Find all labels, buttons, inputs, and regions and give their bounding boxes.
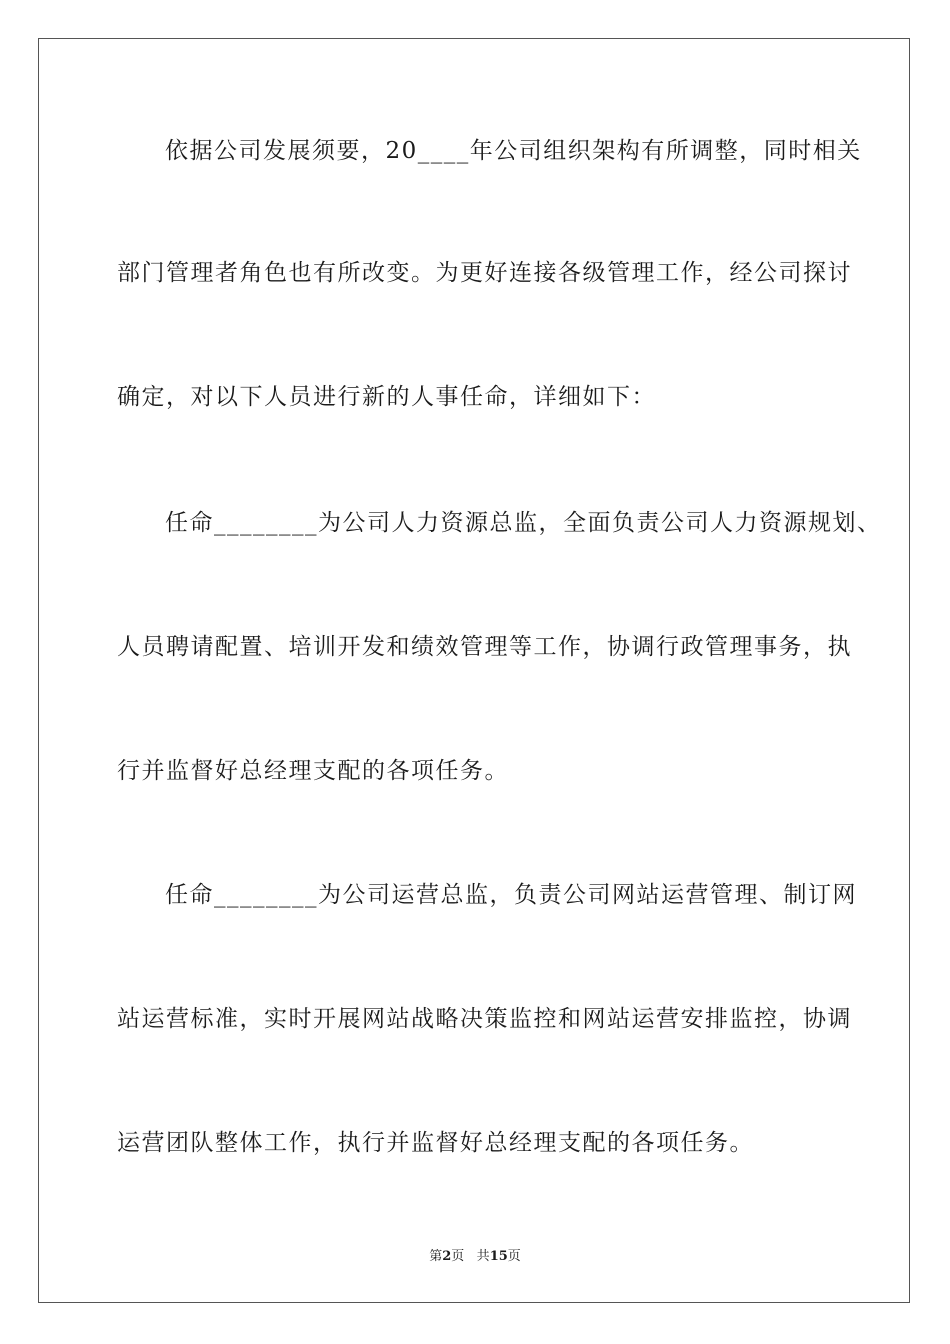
text-line: 站运营标准，实时开展网站战略决策监控和网站运营安排监控，协调	[117, 1006, 852, 1032]
total-pages: 15	[489, 1249, 508, 1264]
page-footer	[0, 1248, 950, 1266]
total-suffix: 页	[507, 1249, 521, 1264]
text-line: 确定，对以下人员进行新的人事任命，详细如下：	[117, 384, 656, 410]
text-line: 行并监督好总经理支配的各项任务。	[117, 758, 509, 784]
text-line: 任命________为公司人力资源总监，全面负责公司人力资源规划、	[165, 510, 882, 536]
page-prefix: 第	[429, 1249, 443, 1264]
page-frame	[38, 38, 910, 1303]
total-prefix: 共	[476, 1249, 490, 1264]
text-line: 人员聘请配置、培训开发和绩效管理等工作，协调行政管理事务，执	[117, 634, 852, 660]
text-line: 部门管理者角色也有所改变。为更好连接各级管理工作，经公司探讨	[117, 260, 852, 286]
text-line: 运营团队整体工作，执行并监督好总经理支配的各项任务。	[117, 1130, 754, 1156]
text-line: 任命________为公司运营总监，负责公司网站运营管理、制订网	[165, 882, 857, 908]
page-number: 2	[442, 1249, 452, 1264]
text-line: 依据公司发展须要，20____年公司组织架构有所调整，同时相关	[165, 138, 862, 164]
page-suffix: 页	[451, 1249, 465, 1264]
